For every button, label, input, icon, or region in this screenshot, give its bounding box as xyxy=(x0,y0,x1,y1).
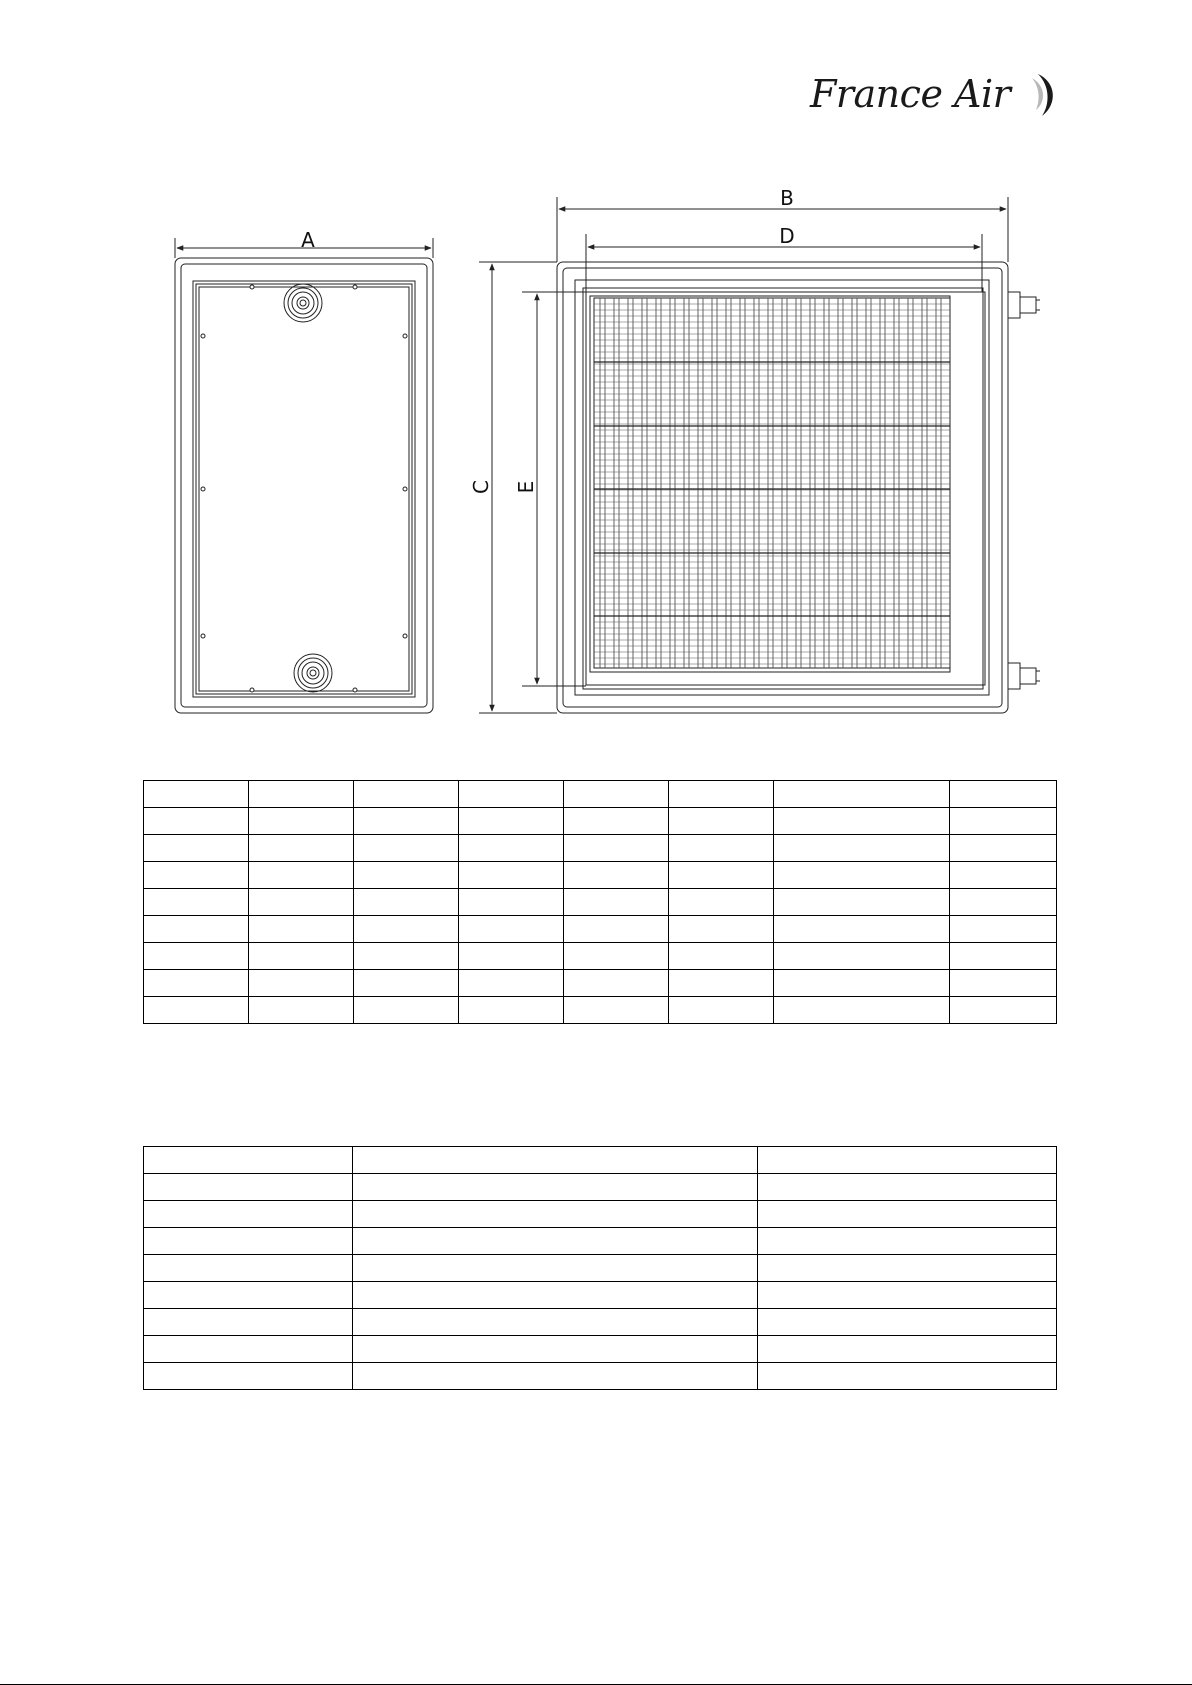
table-cell xyxy=(950,862,1057,889)
table-cell xyxy=(564,862,669,889)
table-cell xyxy=(459,862,564,889)
table-cell xyxy=(144,1309,353,1336)
table-cell xyxy=(144,970,249,997)
dimension-d xyxy=(586,224,982,292)
table-cell xyxy=(353,1363,758,1390)
table-cell xyxy=(459,808,564,835)
table-row xyxy=(144,997,1057,1024)
table-cell xyxy=(144,1336,353,1363)
table-cell xyxy=(669,889,774,916)
table-cell xyxy=(459,970,564,997)
table-cell xyxy=(144,1255,353,1282)
table-cell xyxy=(564,781,669,808)
table-cell xyxy=(758,1336,1057,1363)
table-cell xyxy=(354,943,459,970)
dimension-a-label: A xyxy=(301,228,315,252)
table-cell xyxy=(774,943,950,970)
table-cell xyxy=(758,1228,1057,1255)
table-cell xyxy=(353,1174,758,1201)
dimension-b-label: B xyxy=(780,186,794,210)
table-cell xyxy=(669,970,774,997)
table-cell xyxy=(354,997,459,1024)
table-row xyxy=(144,943,1057,970)
panel-screw-holes xyxy=(201,285,407,692)
coil-fin-grid xyxy=(594,298,950,668)
table-cell xyxy=(758,1201,1057,1228)
table-cell xyxy=(144,943,249,970)
table-row xyxy=(144,1363,1057,1390)
table-row xyxy=(144,1147,1057,1174)
dimension-a xyxy=(175,228,433,258)
table-cell xyxy=(950,943,1057,970)
table-cell xyxy=(354,970,459,997)
table-cell xyxy=(564,835,669,862)
specifications-table xyxy=(143,1146,1057,1390)
table-row xyxy=(144,862,1057,889)
table-cell xyxy=(249,997,354,1024)
table-cell xyxy=(669,808,774,835)
table-cell xyxy=(353,1147,758,1174)
table-cell xyxy=(459,916,564,943)
table-cell xyxy=(669,997,774,1024)
table-cell xyxy=(354,889,459,916)
top-connector-icon xyxy=(284,284,322,322)
pipe-connector-bottom-icon xyxy=(1008,663,1040,689)
table-cell xyxy=(353,1336,758,1363)
table-row xyxy=(144,1282,1057,1309)
table-cell xyxy=(249,862,354,889)
table-cell xyxy=(144,862,249,889)
pipe-connector-top-icon xyxy=(1008,292,1040,318)
table-cell xyxy=(249,943,354,970)
table-cell xyxy=(950,835,1057,862)
table-cell xyxy=(144,781,249,808)
table-row xyxy=(144,808,1057,835)
table-row xyxy=(144,1336,1057,1363)
dimension-d-label: D xyxy=(779,224,795,248)
table-cell xyxy=(353,1201,758,1228)
table-cell xyxy=(564,889,669,916)
table-cell xyxy=(459,835,564,862)
table-cell xyxy=(354,835,459,862)
table-cell xyxy=(669,781,774,808)
table-cell xyxy=(249,889,354,916)
side-view-outer-frame xyxy=(175,258,433,713)
table-cell xyxy=(950,997,1057,1024)
table-row xyxy=(144,889,1057,916)
table-cell xyxy=(669,916,774,943)
table-cell xyxy=(774,781,950,808)
side-view xyxy=(175,228,433,713)
table-cell xyxy=(758,1363,1057,1390)
table-cell xyxy=(353,1309,758,1336)
table-cell xyxy=(354,808,459,835)
table-cell xyxy=(774,835,950,862)
table-cell xyxy=(144,889,249,916)
table-row xyxy=(144,1228,1057,1255)
table-cell xyxy=(459,997,564,1024)
table-row xyxy=(144,1174,1057,1201)
table-cell xyxy=(144,1147,353,1174)
table-cell xyxy=(249,835,354,862)
table-row xyxy=(144,970,1057,997)
table-cell xyxy=(249,781,354,808)
table-cell xyxy=(354,862,459,889)
table-row xyxy=(144,1309,1057,1336)
side-view-panel xyxy=(193,281,415,697)
table-cell xyxy=(758,1309,1057,1336)
table-cell xyxy=(950,970,1057,997)
table-cell xyxy=(144,916,249,943)
table-cell xyxy=(774,970,950,997)
table-cell xyxy=(144,1228,353,1255)
table-cell xyxy=(774,808,950,835)
table-cell xyxy=(774,997,950,1024)
table-cell xyxy=(354,781,459,808)
table-row xyxy=(144,916,1057,943)
table-cell xyxy=(249,916,354,943)
table-cell xyxy=(459,781,564,808)
table-cell xyxy=(669,943,774,970)
table-cell xyxy=(144,1201,353,1228)
dimension-e-label: E xyxy=(514,480,538,494)
dimensions-table xyxy=(143,780,1057,1024)
table-cell xyxy=(564,970,669,997)
front-view-outer-frame xyxy=(557,262,1008,713)
bottom-connector-icon xyxy=(294,654,332,692)
table-cell xyxy=(774,916,950,943)
table-cell xyxy=(354,916,459,943)
table-cell xyxy=(353,1255,758,1282)
table-cell xyxy=(950,781,1057,808)
table-row xyxy=(144,781,1057,808)
table-cell xyxy=(144,997,249,1024)
table-cell xyxy=(144,1363,353,1390)
table-cell xyxy=(353,1282,758,1309)
table-cell xyxy=(353,1228,758,1255)
logo-brand-text: France Air xyxy=(810,72,1011,116)
table-cell xyxy=(669,835,774,862)
table-cell xyxy=(564,808,669,835)
table-cell xyxy=(144,808,249,835)
table-cell xyxy=(950,916,1057,943)
table-row xyxy=(144,835,1057,862)
table-row xyxy=(144,1201,1057,1228)
table-row xyxy=(144,1255,1057,1282)
table-cell xyxy=(669,862,774,889)
dimension-c xyxy=(469,262,557,713)
table-cell xyxy=(249,970,354,997)
table-cell xyxy=(758,1147,1057,1174)
table-cell xyxy=(144,1174,353,1201)
table-cell xyxy=(459,889,564,916)
table-cell xyxy=(758,1255,1057,1282)
table-cell xyxy=(950,808,1057,835)
table-cell xyxy=(774,862,950,889)
table-cell xyxy=(564,943,669,970)
table-cell xyxy=(774,889,950,916)
table-cell xyxy=(249,808,354,835)
front-view xyxy=(469,186,1040,713)
table-cell xyxy=(758,1282,1057,1309)
table-cell xyxy=(758,1174,1057,1201)
table-cell xyxy=(144,835,249,862)
table-cell xyxy=(564,997,669,1024)
table-cell xyxy=(459,943,564,970)
technical-drawing xyxy=(0,0,1192,720)
table-cell xyxy=(564,916,669,943)
dimension-c-label: C xyxy=(469,480,493,494)
table-cell xyxy=(144,1282,353,1309)
table-cell xyxy=(950,889,1057,916)
